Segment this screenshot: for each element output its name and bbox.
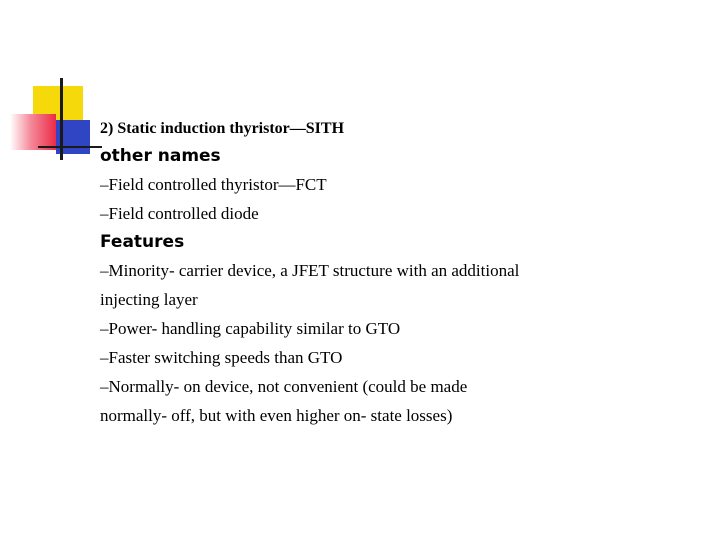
list-item: –Field controlled thyristor—FCT bbox=[100, 175, 327, 194]
list-item: –Field controlled diode bbox=[100, 204, 259, 223]
red-gradient-square bbox=[10, 114, 56, 150]
list-item-continuation: normally- off, but with even higher on- state losses) bbox=[100, 406, 453, 425]
list-item: –Faster switching speeds than GTO bbox=[100, 348, 343, 367]
horizontal-rule bbox=[38, 146, 102, 148]
section-heading-other-names: other names bbox=[100, 146, 221, 166]
list-item: –Minority- carrier device, a JFET structure with an additional bbox=[100, 261, 520, 280]
section-heading-features: Features bbox=[100, 232, 185, 252]
list-item: –Normally- on device, not convenient (could be made bbox=[100, 377, 468, 396]
list-item: –Power- handling capability similar to GTO bbox=[100, 319, 401, 338]
slide-content bbox=[100, 116, 700, 430]
slide-title: 2) Static induction thyristor—SITH bbox=[100, 120, 345, 137]
list-item-continuation: injecting layer bbox=[100, 290, 198, 309]
